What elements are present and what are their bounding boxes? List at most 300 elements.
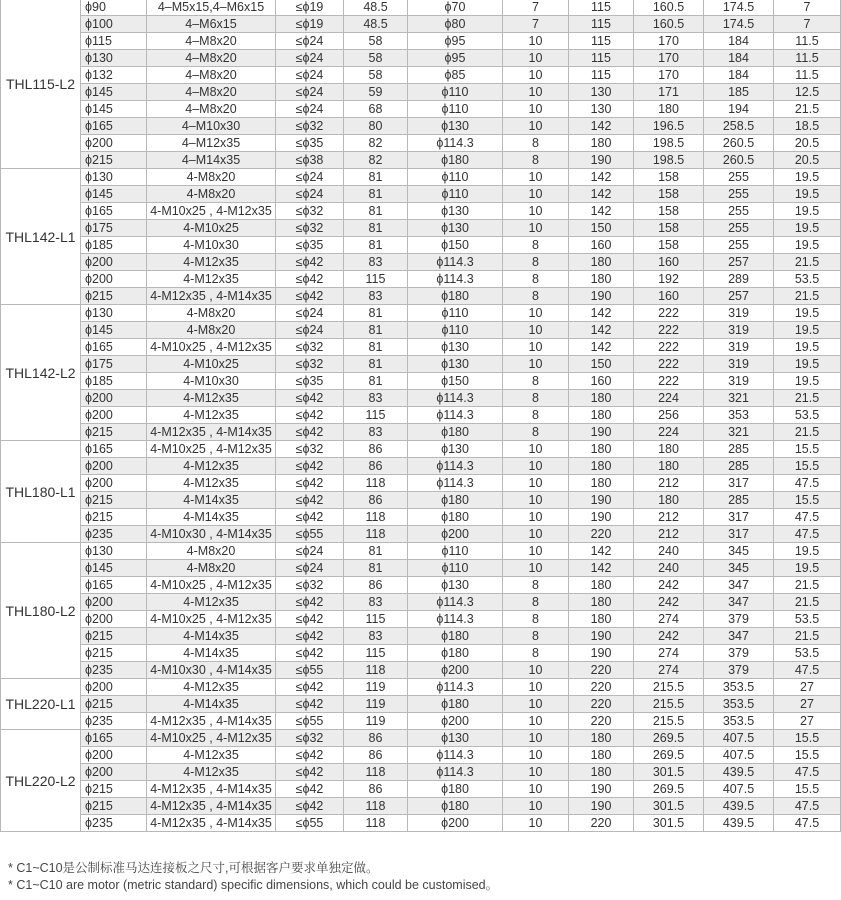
table-cell: 15.5 <box>774 441 841 458</box>
table-cell: 10 <box>503 50 569 67</box>
table-cell: ϕ95 <box>408 50 503 67</box>
table-row <box>1 441 841 458</box>
table-cell: ϕ200 <box>81 747 147 764</box>
table-cell: 10 <box>503 322 569 339</box>
table-cell: 81 <box>344 339 408 356</box>
table-cell: ≤ϕ55 <box>276 526 344 543</box>
table-cell: 180 <box>569 747 634 764</box>
table-cell: 190 <box>569 781 634 798</box>
table-cell: 170 <box>634 50 704 67</box>
table-cell: 319 <box>704 356 774 373</box>
table-cell: 119 <box>344 696 408 713</box>
table-cell: 4–M6x15 <box>147 16 276 33</box>
table-cell: 158 <box>634 186 704 203</box>
table-row <box>1 407 841 424</box>
table-cell: 86 <box>344 577 408 594</box>
table-cell: 4-M10x25 <box>147 356 276 373</box>
table-cell: 180 <box>569 458 634 475</box>
table-cell: 269.5 <box>634 781 704 798</box>
table-cell: 8 <box>503 594 569 611</box>
table-cell: 180 <box>569 407 634 424</box>
table-cell: 8 <box>503 373 569 390</box>
table-cell: 160.5 <box>634 16 704 33</box>
table-cell: ≤ϕ42 <box>276 254 344 271</box>
table-cell: 58 <box>344 67 408 84</box>
table-cell: 160.5 <box>634 0 704 16</box>
table-cell: 353.5 <box>704 696 774 713</box>
table-cell: 170 <box>634 67 704 84</box>
table-cell: 115 <box>569 67 634 84</box>
table-cell: ϕ215 <box>81 696 147 713</box>
table-cell: 59 <box>344 84 408 101</box>
table-cell: 118 <box>344 798 408 815</box>
table-row <box>1 203 841 220</box>
table-cell: ϕ132 <box>81 67 147 84</box>
table-cell: 269.5 <box>634 730 704 747</box>
table-cell: 20.5 <box>774 152 841 169</box>
table-cell: 4–M5x15,4–M6x15 <box>147 0 276 16</box>
table-cell: 4–M8x20 <box>147 67 276 84</box>
table-cell: 170 <box>634 33 704 50</box>
table-row <box>1 713 841 730</box>
table-cell: ≤ϕ42 <box>276 781 344 798</box>
table-row <box>1 118 841 135</box>
table-cell: 158 <box>634 220 704 237</box>
table-cell: ϕ130 <box>408 356 503 373</box>
table-cell: 285 <box>704 458 774 475</box>
table-cell: ϕ80 <box>408 16 503 33</box>
table-row <box>1 798 841 815</box>
table-cell: 10 <box>503 526 569 543</box>
table-cell: ϕ200 <box>81 407 147 424</box>
table-cell: ≤ϕ24 <box>276 84 344 101</box>
table-cell: ϕ180 <box>408 424 503 441</box>
table-cell: 212 <box>634 526 704 543</box>
table-cell: 4-M8x20 <box>147 543 276 560</box>
table-cell: ϕ165 <box>81 118 147 135</box>
table-cell: ϕ200 <box>81 135 147 152</box>
table-cell: 185 <box>704 84 774 101</box>
table-cell: 21.5 <box>774 628 841 645</box>
table-cell: ≤ϕ42 <box>276 509 344 526</box>
table-cell: 4-M12x35 , 4-M14x35 <box>147 781 276 798</box>
table-cell: 8 <box>503 424 569 441</box>
table-row <box>1 101 841 118</box>
table-cell: 4-M14x35 <box>147 628 276 645</box>
table-cell: 4-M14x35 <box>147 509 276 526</box>
table-cell: 10 <box>503 458 569 475</box>
table-cell: 319 <box>704 322 774 339</box>
table-cell: 83 <box>344 594 408 611</box>
table-cell: ϕ114.3 <box>408 764 503 781</box>
table-cell: 301.5 <box>634 798 704 815</box>
table-cell: 10 <box>503 730 569 747</box>
table-cell: ϕ215 <box>81 628 147 645</box>
table-cell: ϕ130 <box>408 339 503 356</box>
table-cell: 21.5 <box>774 254 841 271</box>
table-cell: 86 <box>344 730 408 747</box>
table-cell: 10 <box>503 339 569 356</box>
table-cell: 255 <box>704 203 774 220</box>
table-cell: 83 <box>344 288 408 305</box>
table-row <box>1 50 841 67</box>
table-cell: ϕ150 <box>408 237 503 254</box>
table-cell: ≤ϕ32 <box>276 356 344 373</box>
table-cell: ϕ235 <box>81 662 147 679</box>
table-cell: 4-M8x20 <box>147 322 276 339</box>
table-cell: ≤ϕ42 <box>276 679 344 696</box>
table-cell: 212 <box>634 475 704 492</box>
table-cell: 10 <box>503 815 569 832</box>
table-cell: 301.5 <box>634 764 704 781</box>
table-cell: 4-M12x35 <box>147 458 276 475</box>
model-name-cell: THL180-L2 <box>1 543 81 679</box>
table-cell: 353 <box>704 407 774 424</box>
table-cell: 174.5 <box>704 0 774 16</box>
table-row <box>1 492 841 509</box>
table-cell: 180 <box>569 730 634 747</box>
table-cell: 220 <box>569 526 634 543</box>
footnote-en: * C1~C10 are motor (metric standard) specific dimensions, which could be customised。 <box>8 878 499 892</box>
table-cell: 4-M12x35 <box>147 407 276 424</box>
table-cell: 321 <box>704 390 774 407</box>
table-cell: 115 <box>344 271 408 288</box>
table-row <box>1 254 841 271</box>
table-cell: 4-M12x35 <box>147 747 276 764</box>
table-cell: 260.5 <box>704 135 774 152</box>
table-cell: 10 <box>503 441 569 458</box>
table-cell: ϕ215 <box>81 781 147 798</box>
table-cell: 8 <box>503 271 569 288</box>
table-cell: 180 <box>569 390 634 407</box>
table-row <box>1 271 841 288</box>
table-cell: 150 <box>569 220 634 237</box>
table-cell: ≤ϕ42 <box>276 492 344 509</box>
table-cell: 255 <box>704 169 774 186</box>
table-cell: 255 <box>704 220 774 237</box>
table-row <box>1 390 841 407</box>
table-cell: 184 <box>704 33 774 50</box>
table-cell: 212 <box>634 509 704 526</box>
table-cell: 4–M8x20 <box>147 33 276 50</box>
table-cell: 58 <box>344 50 408 67</box>
table-cell: ϕ200 <box>81 271 147 288</box>
table-cell: ≤ϕ32 <box>276 203 344 220</box>
table-cell: 180 <box>569 254 634 271</box>
table-cell: ϕ114.3 <box>408 271 503 288</box>
table-cell: ≤ϕ35 <box>276 237 344 254</box>
table-cell: ϕ114.3 <box>408 594 503 611</box>
table-cell: 242 <box>634 594 704 611</box>
table-cell: ϕ70 <box>408 0 503 16</box>
table-cell: ϕ130 <box>81 305 147 322</box>
table-row <box>1 458 841 475</box>
table-cell: 83 <box>344 424 408 441</box>
table-cell: 20.5 <box>774 135 841 152</box>
table-cell: ϕ110 <box>408 84 503 101</box>
table-cell: ≤ϕ42 <box>276 645 344 662</box>
table-cell: 86 <box>344 781 408 798</box>
table-cell: ≤ϕ42 <box>276 747 344 764</box>
table-cell: 81 <box>344 305 408 322</box>
table-cell: 7 <box>503 0 569 16</box>
table-cell: ϕ180 <box>408 509 503 526</box>
table-cell: ϕ215 <box>81 424 147 441</box>
table-row <box>1 169 841 186</box>
table-cell: 19.5 <box>774 203 841 220</box>
table-cell: ϕ200 <box>81 390 147 407</box>
table-cell: 242 <box>634 577 704 594</box>
table-cell: 285 <box>704 441 774 458</box>
table-cell: 81 <box>344 203 408 220</box>
model-name-cell: THL142-L1 <box>1 169 81 305</box>
table-cell: 115 <box>344 407 408 424</box>
table-cell: 10 <box>503 764 569 781</box>
table-cell: 10 <box>503 713 569 730</box>
table-row <box>1 577 841 594</box>
table-cell: 4-M14x35 <box>147 492 276 509</box>
table-cell: 257 <box>704 288 774 305</box>
table-cell: 184 <box>704 50 774 67</box>
table-cell: 4–M14x35 <box>147 152 276 169</box>
table-row <box>1 747 841 764</box>
table-cell: 86 <box>344 492 408 509</box>
table-cell: ≤ϕ55 <box>276 815 344 832</box>
table-cell: 180 <box>569 475 634 492</box>
table-cell: 240 <box>634 560 704 577</box>
table-cell: 10 <box>503 186 569 203</box>
table-cell: 4-M10x25 , 4-M12x35 <box>147 203 276 220</box>
table-cell: 15.5 <box>774 781 841 798</box>
table-cell: 115 <box>569 0 634 16</box>
table-cell: ϕ145 <box>81 84 147 101</box>
table-cell: 83 <box>344 628 408 645</box>
table-cell: 255 <box>704 237 774 254</box>
table-cell: 317 <box>704 526 774 543</box>
table-cell: 21.5 <box>774 101 841 118</box>
table-cell: 10 <box>503 543 569 560</box>
model-name-cell: THL180-L1 <box>1 441 81 543</box>
table-cell: 321 <box>704 424 774 441</box>
table-row <box>1 16 841 33</box>
table-cell: 4-M10x25 , 4-M12x35 <box>147 339 276 356</box>
table-cell: 115 <box>569 50 634 67</box>
table-row <box>1 764 841 781</box>
table-cell: 4-M12x35 <box>147 679 276 696</box>
table-cell: 18.5 <box>774 118 841 135</box>
table-cell: 142 <box>569 339 634 356</box>
table-cell: ϕ110 <box>408 543 503 560</box>
table-cell: ≤ϕ42 <box>276 594 344 611</box>
table-cell: ϕ150 <box>408 373 503 390</box>
table-cell: 190 <box>569 628 634 645</box>
table-cell: 10 <box>503 101 569 118</box>
table-cell: 21.5 <box>774 594 841 611</box>
table-cell: ≤ϕ42 <box>276 475 344 492</box>
table-cell: 19.5 <box>774 543 841 560</box>
table-cell: 119 <box>344 679 408 696</box>
table-cell: 27 <box>774 713 841 730</box>
table-cell: 180 <box>569 135 634 152</box>
table-cell: 180 <box>569 764 634 781</box>
table-cell: 220 <box>569 662 634 679</box>
table-cell: 142 <box>569 186 634 203</box>
table-cell: 180 <box>569 441 634 458</box>
table-cell: 347 <box>704 577 774 594</box>
table-cell: 118 <box>344 509 408 526</box>
table-cell: ≤ϕ42 <box>276 271 344 288</box>
table-cell: ≤ϕ24 <box>276 186 344 203</box>
table-cell: ≤ϕ24 <box>276 560 344 577</box>
table-cell: 53.5 <box>774 271 841 288</box>
table-cell: 289 <box>704 271 774 288</box>
table-cell: 4-M12x35 , 4-M14x35 <box>147 424 276 441</box>
table-cell: ϕ200 <box>408 713 503 730</box>
table-row <box>1 543 841 560</box>
table-cell: 285 <box>704 492 774 509</box>
table-cell: 319 <box>704 339 774 356</box>
table-cell: 7 <box>503 16 569 33</box>
table-cell: 222 <box>634 305 704 322</box>
footnotes <box>8 860 498 894</box>
table-cell: 81 <box>344 186 408 203</box>
table-cell: 19.5 <box>774 237 841 254</box>
table-cell: 4-M10x25 , 4-M12x35 <box>147 577 276 594</box>
table-cell: 4–M8x20 <box>147 84 276 101</box>
table-cell: 180 <box>569 271 634 288</box>
table-cell: ϕ115 <box>81 33 147 50</box>
table-cell: 257 <box>704 254 774 271</box>
table-cell: 68 <box>344 101 408 118</box>
table-cell: ≤ϕ32 <box>276 339 344 356</box>
table-cell: 190 <box>569 645 634 662</box>
table-cell: ≤ϕ32 <box>276 220 344 237</box>
table-cell: 4–M10x30 <box>147 118 276 135</box>
table-cell: ϕ114.3 <box>408 747 503 764</box>
table-cell: 4-M14x35 <box>147 645 276 662</box>
table-cell: 194 <box>704 101 774 118</box>
table-cell: ϕ110 <box>408 169 503 186</box>
table-cell: 53.5 <box>774 407 841 424</box>
table-cell: 19.5 <box>774 339 841 356</box>
table-cell: 81 <box>344 322 408 339</box>
table-cell: 10 <box>503 203 569 220</box>
table-row <box>1 645 841 662</box>
table-cell: 10 <box>503 696 569 713</box>
table-cell: 222 <box>634 356 704 373</box>
table-cell: 10 <box>503 220 569 237</box>
table-cell: 160 <box>634 288 704 305</box>
table-cell: 83 <box>344 390 408 407</box>
table-cell: ϕ110 <box>408 560 503 577</box>
table-cell: ϕ200 <box>81 594 147 611</box>
table-cell: ≤ϕ35 <box>276 135 344 152</box>
table-cell: ≤ϕ35 <box>276 373 344 390</box>
table-cell: 301.5 <box>634 815 704 832</box>
table-cell: 7 <box>774 16 841 33</box>
table-cell: ≤ϕ42 <box>276 288 344 305</box>
table-cell: 19.5 <box>774 186 841 203</box>
table-cell: 220 <box>569 815 634 832</box>
table-cell: 10 <box>503 662 569 679</box>
table-cell: 224 <box>634 424 704 441</box>
table-cell: ϕ114.3 <box>408 679 503 696</box>
table-cell: 407.5 <box>704 747 774 764</box>
table-cell: 130 <box>569 84 634 101</box>
table-cell: 274 <box>634 645 704 662</box>
table-cell: ϕ215 <box>81 509 147 526</box>
table-cell: ϕ114.3 <box>408 475 503 492</box>
table-cell: 115 <box>344 611 408 628</box>
table-row <box>1 0 841 16</box>
table-cell: ϕ95 <box>408 33 503 50</box>
table-row <box>1 696 841 713</box>
table-cell: ϕ215 <box>81 798 147 815</box>
table-cell: 15.5 <box>774 458 841 475</box>
table-cell: 220 <box>569 713 634 730</box>
table-row <box>1 373 841 390</box>
table-cell: 4-M12x35 , 4-M14x35 <box>147 288 276 305</box>
table-cell: 158 <box>634 203 704 220</box>
table-cell: 407.5 <box>704 730 774 747</box>
table-cell: 190 <box>569 798 634 815</box>
table-cell: 115 <box>569 16 634 33</box>
model-name-cell: THL142-L2 <box>1 305 81 441</box>
table-cell: 274 <box>634 611 704 628</box>
table-cell: 115 <box>344 645 408 662</box>
table-cell: 8 <box>503 407 569 424</box>
table-row <box>1 475 841 492</box>
table-cell: 48.5 <box>344 16 408 33</box>
table-cell: ϕ145 <box>81 560 147 577</box>
table-cell: 118 <box>344 815 408 832</box>
table-cell: ≤ϕ42 <box>276 424 344 441</box>
table-cell: 379 <box>704 645 774 662</box>
table-cell: 8 <box>503 645 569 662</box>
table-row <box>1 509 841 526</box>
table-cell: 118 <box>344 526 408 543</box>
table-cell: 190 <box>569 509 634 526</box>
table-cell: ≤ϕ55 <box>276 713 344 730</box>
table-cell: ϕ200 <box>81 475 147 492</box>
table-cell: 12.5 <box>774 84 841 101</box>
table-cell: 180 <box>634 492 704 509</box>
table-cell: ϕ130 <box>81 543 147 560</box>
table-cell: 142 <box>569 322 634 339</box>
table-cell: 184 <box>704 67 774 84</box>
table-cell: 317 <box>704 509 774 526</box>
table-cell: 19.5 <box>774 560 841 577</box>
table-cell: ϕ200 <box>81 679 147 696</box>
table-cell: ϕ145 <box>81 322 147 339</box>
table-cell: 274 <box>634 662 704 679</box>
table-cell: 47.5 <box>774 475 841 492</box>
table-cell: 142 <box>569 305 634 322</box>
table-cell: 81 <box>344 356 408 373</box>
table-cell: 8 <box>503 288 569 305</box>
table-cell: 8 <box>503 628 569 645</box>
table-cell: 196.5 <box>634 118 704 135</box>
table-cell: ϕ180 <box>408 798 503 815</box>
table-cell: 192 <box>634 271 704 288</box>
table-cell: 53.5 <box>774 611 841 628</box>
table-cell: 15.5 <box>774 730 841 747</box>
table-cell: 220 <box>569 696 634 713</box>
table-cell: 53.5 <box>774 645 841 662</box>
table-cell: ϕ165 <box>81 577 147 594</box>
table-cell: 439.5 <box>704 798 774 815</box>
table-cell: ϕ130 <box>408 730 503 747</box>
